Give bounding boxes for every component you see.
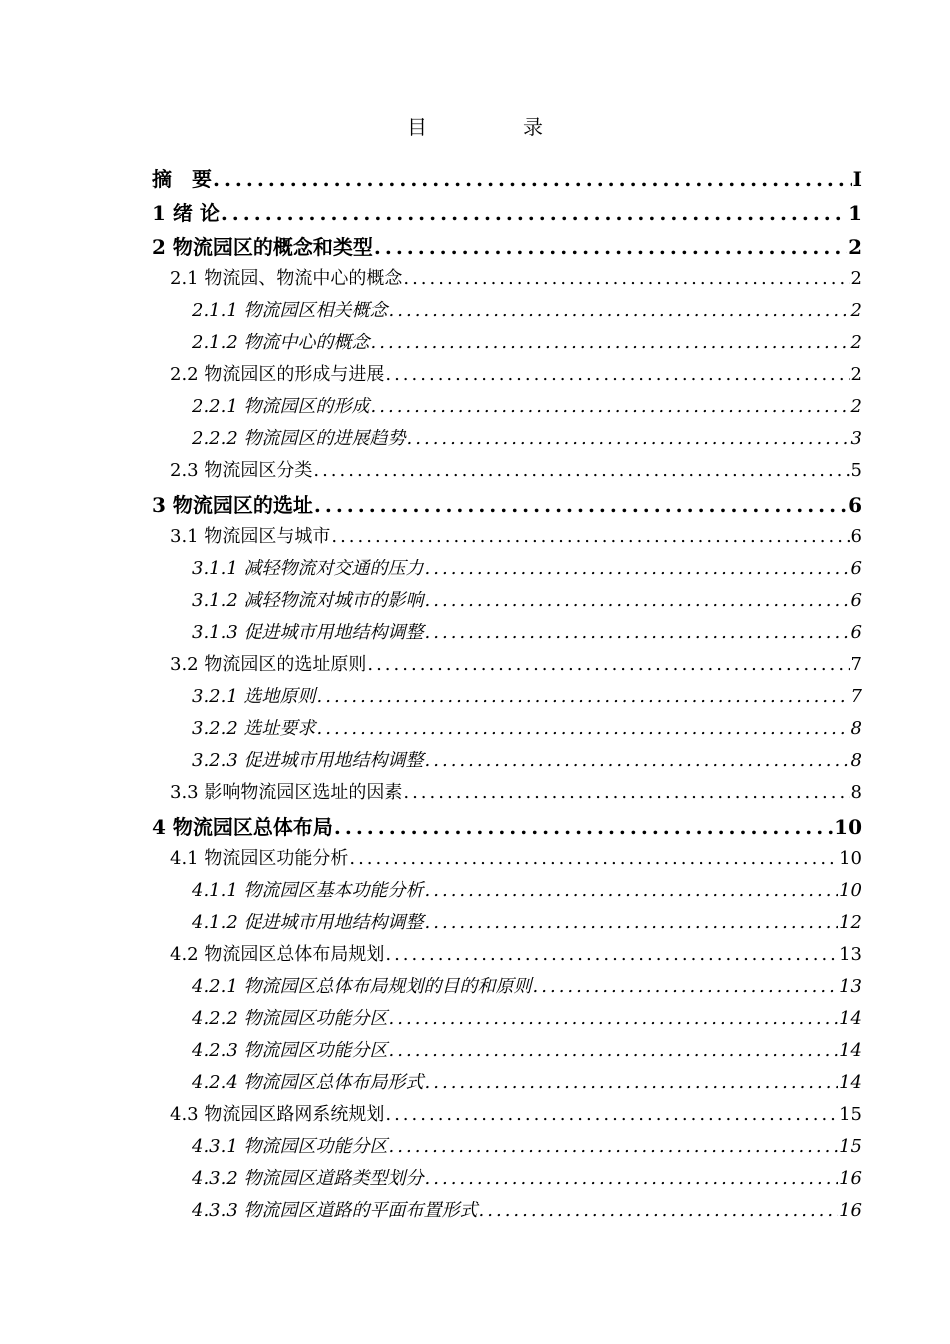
toc-entry-level-2[interactable]	[152, 843, 862, 875]
toc-entry-level-3[interactable]	[152, 713, 862, 745]
toc-entry-label: 4.3 物流园区路网系统规划	[170, 1104, 385, 1125]
toc-entry-page-number: 13	[839, 976, 862, 997]
dot-leader	[533, 971, 839, 1003]
dot-leader	[334, 811, 833, 843]
toc-entry-level-2[interactable]	[152, 649, 862, 681]
toc-entry-label: 4.2.2 物流园区功能分区	[192, 1008, 388, 1029]
toc-entry-level-3[interactable]	[152, 585, 862, 617]
dot-leader	[389, 295, 850, 327]
dot-leader	[389, 1131, 839, 1163]
toc-entry-page-number: 2	[850, 300, 862, 321]
toc-entry-page-number: 2	[848, 235, 862, 259]
toc-entry-level-1[interactable]	[152, 197, 862, 229]
dot-leader	[425, 745, 850, 777]
toc-entry-level-3[interactable]	[152, 1131, 862, 1163]
toc-entry-page-number: 6	[848, 493, 862, 517]
toc-entry-page-number: 14	[839, 1040, 862, 1061]
toc-entry-page-number: 15	[839, 1104, 862, 1125]
dot-leader	[425, 875, 839, 907]
dot-leader	[425, 1163, 839, 1195]
toc-entry-level-3[interactable]	[152, 1067, 862, 1099]
toc-entry-label: 2.2.2 物流园区的进展趋势	[192, 428, 406, 449]
toc-entry-level-3[interactable]	[152, 1003, 862, 1035]
toc-entry-label: 4.3.2 物流园区道路类型划分	[192, 1168, 424, 1189]
dot-leader	[403, 777, 849, 809]
toc-entry-page-number: 2	[850, 332, 862, 353]
toc-entry-label: 1 绪 论	[152, 201, 220, 225]
toc-entry-page-number: 7	[850, 686, 862, 707]
toc-entry-page-number: I	[852, 167, 862, 191]
dot-leader	[349, 843, 838, 875]
toc-entry-label: 3.1.1 减轻物流对交通的压力	[192, 558, 424, 579]
toc-entry-label: 4.1.2 促进城市用地结构调整	[192, 912, 424, 933]
toc-entry-level-3[interactable]	[152, 391, 862, 423]
dot-leader	[371, 327, 850, 359]
toc-entry-page-number: 10	[839, 848, 862, 869]
dot-leader	[213, 163, 852, 195]
toc-entry-page-number: 15	[839, 1136, 862, 1157]
toc-entry-label: 3 物流园区的选址	[152, 493, 313, 517]
toc-entry-label: 2.2.1 物流园区的形成	[192, 396, 370, 417]
dot-leader	[374, 231, 847, 263]
dot-leader	[479, 1195, 839, 1227]
toc-entry-page-number: 16	[839, 1200, 862, 1221]
toc-entry-label: 4.3.1 物流园区功能分区	[192, 1136, 388, 1157]
toc-entry-page-number: 8	[850, 782, 862, 803]
toc-entry-page-number: 5	[850, 460, 862, 481]
toc-entry-label: 2.1.2 物流中心的概念	[192, 332, 370, 353]
toc-entry-level-3[interactable]	[152, 327, 862, 359]
toc-entry-page-number: 16	[839, 1168, 862, 1189]
toc-entry-level-1[interactable]	[152, 163, 862, 195]
dot-leader	[425, 907, 839, 939]
dot-leader	[314, 489, 847, 521]
dot-leader	[425, 585, 850, 617]
dot-leader	[407, 423, 850, 455]
toc-entry-page-number: 2	[850, 268, 862, 289]
toc-entry-level-3[interactable]	[152, 295, 862, 327]
toc-entry-label: 4.2.3 物流园区功能分区	[192, 1040, 388, 1061]
toc-entry-page-number: 12	[839, 912, 862, 933]
toc-entry-label: 3.2.2 选址要求	[192, 718, 316, 739]
toc-entry-page-number: 14	[839, 1072, 862, 1093]
toc-entry-label: 2.1 物流园、物流中心的概念	[170, 268, 403, 289]
dot-leader	[425, 1067, 839, 1099]
toc-entry-page-number: 1	[848, 201, 862, 225]
toc-entry-label: 4.3.3 物流园区道路的平面布置形式	[192, 1200, 478, 1221]
dot-leader	[317, 713, 850, 745]
toc-entry-page-number: 8	[850, 718, 862, 739]
toc-entry-label: 3.2.1 选地原则	[192, 686, 316, 707]
toc-entry-label: 4.2.4 物流园区总体布局形式	[192, 1072, 424, 1093]
toc-entry-label: 4.1.1 物流园区基本功能分析	[192, 880, 424, 901]
toc-entry-level-3[interactable]	[152, 423, 862, 455]
table-of-contents	[152, 163, 862, 1227]
toc-entry-label: 2.2 物流园区的形成与进展	[170, 364, 385, 385]
dot-leader	[317, 681, 850, 713]
toc-entry-label: 2.3 物流园区分类	[170, 460, 313, 481]
toc-entry-label: 3.2.3 促进城市用地结构调整	[192, 750, 424, 771]
toc-entry-level-2[interactable]	[152, 939, 862, 971]
toc-entry-page-number: 6	[850, 526, 862, 547]
toc-entry-label: 3.1 物流园区与城市	[170, 526, 331, 547]
dot-leader	[313, 455, 849, 487]
toc-entry-level-3[interactable]	[152, 553, 862, 585]
toc-entry-label: 3.3 影响物流园区选址的因素	[170, 782, 403, 803]
toc-entry-level-1[interactable]	[152, 231, 862, 263]
toc-entry-label: 2.1.1 物流园区相关概念	[192, 300, 388, 321]
toc-entry-page-number: 10	[834, 815, 862, 839]
toc-entry-label: 3.1.2 减轻物流对城市的影响	[192, 590, 424, 611]
toc-entry-label: 4.2 物流园区总体布局规划	[170, 944, 385, 965]
toc-entry-label: 3.1.3 促进城市用地结构调整	[192, 622, 424, 643]
toc-entry-level-2[interactable]	[152, 359, 862, 391]
dot-leader	[331, 521, 849, 553]
dot-leader	[367, 649, 849, 681]
dot-leader	[371, 391, 850, 423]
toc-entry-page-number: 8	[850, 750, 862, 771]
dot-leader	[385, 1099, 838, 1131]
toc-entry-level-3[interactable]	[152, 681, 862, 713]
toc-entry-level-3[interactable]	[152, 1035, 862, 1067]
toc-entry-level-2[interactable]	[152, 455, 862, 487]
toc-entry-label: 摘 要	[152, 167, 212, 191]
toc-entry-level-1[interactable]	[152, 489, 862, 521]
dot-leader	[221, 197, 847, 229]
toc-entry-level-2[interactable]	[152, 1099, 862, 1131]
toc-title: 目 录	[407, 115, 581, 139]
toc-entry-page-number: 3	[850, 428, 862, 449]
toc-entry-level-3[interactable]	[152, 617, 862, 649]
toc-entry-label: 4.1 物流园区功能分析	[170, 848, 349, 869]
toc-entry-page-number: 10	[839, 880, 862, 901]
toc-entry-level-3[interactable]	[152, 875, 862, 907]
dot-leader	[425, 553, 850, 585]
toc-entry-level-3[interactable]	[152, 1163, 862, 1195]
toc-entry-level-2[interactable]	[152, 263, 862, 295]
toc-entry-label: 4.2.1 物流园区总体布局规划的目的和原则	[192, 976, 532, 997]
toc-entry-label: 4 物流园区总体布局	[152, 815, 333, 839]
dot-leader	[385, 359, 849, 391]
toc-entry-label: 2 物流园区的概念和类型	[152, 235, 373, 259]
toc-entry-page-number: 6	[850, 622, 862, 643]
dot-leader	[389, 1003, 839, 1035]
toc-entry-level-1[interactable]	[152, 811, 862, 843]
toc-entry-page-number: 13	[839, 944, 862, 965]
toc-entry-level-3[interactable]	[152, 1195, 862, 1227]
toc-entry-page-number: 6	[850, 590, 862, 611]
dot-leader	[425, 617, 850, 649]
toc-entry-page-number: 7	[850, 654, 862, 675]
dot-leader	[385, 939, 838, 971]
toc-entry-level-3[interactable]	[152, 745, 862, 777]
dot-leader	[389, 1035, 839, 1067]
toc-entry-page-number: 6	[850, 558, 862, 579]
toc-entry-page-number: 14	[839, 1008, 862, 1029]
dot-leader	[403, 263, 849, 295]
toc-entry-label: 3.2 物流园区的选址原则	[170, 654, 367, 675]
toc-entry-level-2[interactable]	[152, 521, 862, 553]
toc-entry-page-number: 2	[850, 364, 862, 385]
toc-entry-page-number: 2	[850, 396, 862, 417]
toc-entry-level-3[interactable]	[152, 907, 862, 939]
toc-entry-level-3[interactable]	[152, 971, 862, 1003]
toc-entry-level-2[interactable]	[152, 777, 862, 809]
